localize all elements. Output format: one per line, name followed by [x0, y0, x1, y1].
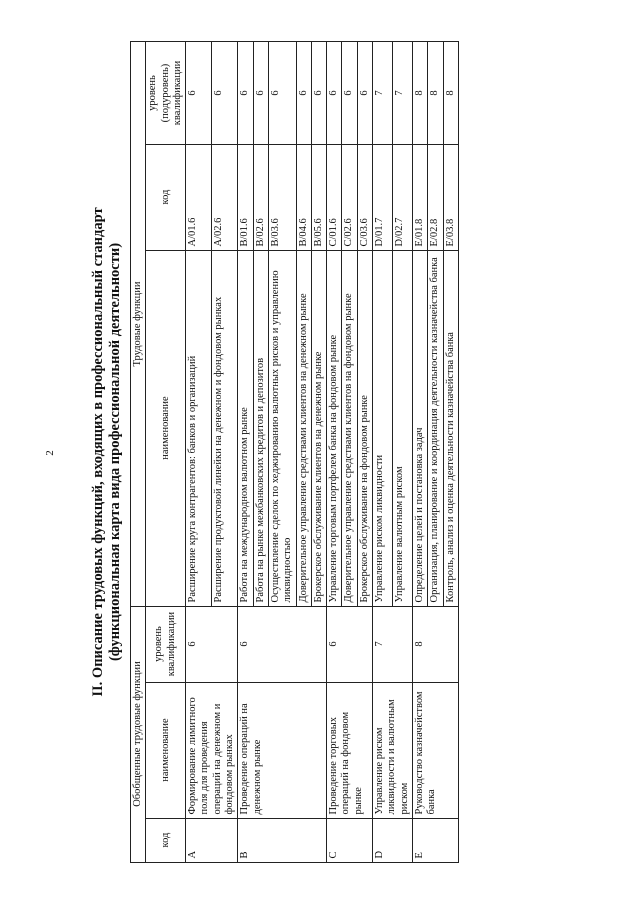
group-name: Проведение операций на денежном рынке — [238, 682, 327, 818]
group-level: 6 — [186, 606, 238, 682]
table-row — [373, 42, 393, 862]
function-code: B/02.6 — [253, 144, 268, 250]
col-tf-level-header: уровень (подуровень) квалификации — [146, 42, 186, 144]
function-name: Управление риском ликвидности — [373, 250, 393, 606]
function-level: 6 — [253, 42, 268, 144]
function-level: 6 — [311, 42, 326, 144]
function-name: Работа на рынке межбанковских кредитов и депозитов — [253, 250, 268, 606]
function-name: Расширение круга контрагентов: банков и организаций — [186, 250, 212, 606]
function-level: 6 — [186, 42, 212, 144]
function-level: 6 — [296, 42, 311, 144]
labor-functions-header: Трудовые функции — [131, 42, 146, 606]
col-level-header: уровень квалификации — [146, 606, 186, 682]
function-name: Доверительное управление средствами клиентов на фондовом рынке — [342, 250, 357, 606]
function-level: 6 — [357, 42, 372, 144]
function-name: Доверительное управление средствами клиентов на денежном рынке — [296, 250, 311, 606]
table-row — [327, 42, 342, 862]
function-name: Контроль, анализ и оценка деятельности казначейства банка — [443, 250, 458, 606]
function-code: D/02.7 — [392, 144, 412, 250]
function-code: D/01.7 — [373, 144, 393, 250]
table-row — [186, 42, 212, 862]
function-name: Брокерское обслуживание на фондовом рынке — [357, 250, 372, 606]
function-level: 7 — [373, 42, 393, 144]
function-name: Определение целей и постановка задач — [412, 250, 427, 606]
function-level: 8 — [412, 42, 427, 144]
function-name: Управление торговым портфелем банка на фондовом рынке — [327, 250, 342, 606]
function-level: 6 — [212, 42, 238, 144]
function-code: B/05.6 — [311, 144, 326, 250]
table-row — [238, 42, 253, 862]
group-name: Проведение торговых операций на фондовом рынке — [327, 682, 373, 818]
group-level: 6 — [327, 606, 373, 682]
function-code: A/02.6 — [212, 144, 238, 250]
section-heading — [90, 27, 124, 877]
function-name: Расширение продуктовой линейки на денежном и фондовом рынках — [212, 250, 238, 606]
generalized-functions-header: Обобщенные трудовые функции — [131, 606, 146, 862]
group-code: E — [412, 818, 458, 862]
function-name: Управление валютным риском — [392, 250, 412, 606]
heading-line-1: II. Описание трудовых функций, входящих в профессиональный стандарт — [90, 207, 106, 697]
function-name: Работа на международном валютном рынке — [238, 250, 253, 606]
group-name: Руководство казначейством банка — [412, 682, 458, 818]
col-tf-code-header: код — [146, 144, 186, 250]
function-name: Организация, планирование и координация деятельности казначейства банка — [428, 250, 443, 606]
group-level: 7 — [373, 606, 413, 682]
function-code: C/02.6 — [342, 144, 357, 250]
page-number: 2 — [44, 450, 56, 456]
group-code: B — [238, 818, 327, 862]
col-name-header: наименование — [146, 682, 186, 818]
function-code: E/03.8 — [443, 144, 458, 250]
function-code: E/01.8 — [412, 144, 427, 250]
group-level: 8 — [412, 606, 458, 682]
group-code: D — [373, 818, 413, 862]
function-level: 7 — [392, 42, 412, 144]
group-code: A — [186, 818, 238, 862]
function-code: C/01.6 — [327, 144, 342, 250]
function-level: 8 — [443, 42, 458, 144]
heading-line-2: (функциональная карта вида профессиональной деятельности) — [107, 242, 123, 662]
group-level: 6 — [238, 606, 327, 682]
group-name: Управление риском ликвидности и валютным риском — [373, 682, 413, 818]
function-code: C/03.6 — [357, 144, 372, 250]
group-code: C — [327, 818, 373, 862]
table-body — [186, 42, 459, 862]
function-code: B/01.6 — [238, 144, 253, 250]
functional-map-table — [130, 42, 459, 863]
function-name: Осуществление сделок по хеджированию валютных рисков и управлению ликвидностью — [268, 250, 296, 606]
function-level: 6 — [342, 42, 357, 144]
col-code-header: код — [146, 818, 186, 862]
function-name: Брокерское обслуживание клиентов на денежном рынке — [311, 250, 326, 606]
function-level: 6 — [268, 42, 296, 144]
rotated-page-content — [90, 27, 610, 877]
table-row — [412, 42, 427, 862]
function-code: B/03.6 — [268, 144, 296, 250]
function-level: 6 — [238, 42, 253, 144]
function-level: 8 — [428, 42, 443, 144]
group-name: Формирование лимитного поля для проведения операций на денежном и фондовом рынках — [186, 682, 238, 818]
col-tf-name-header: наименование — [146, 250, 186, 606]
function-level: 6 — [327, 42, 342, 144]
function-code: E/02.8 — [428, 144, 443, 250]
function-code: A/01.6 — [186, 144, 212, 250]
function-code: B/04.6 — [296, 144, 311, 250]
